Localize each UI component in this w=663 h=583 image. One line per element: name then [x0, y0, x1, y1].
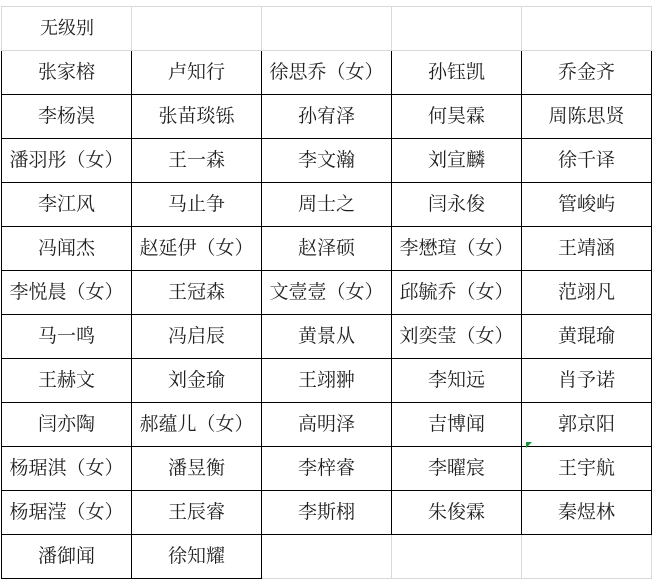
name-cell[interactable]: 吉博闻 — [392, 403, 522, 447]
name-cell[interactable]: 李悦晨（女） — [2, 271, 132, 315]
cell-comment-marker-icon — [526, 442, 532, 448]
name-cell[interactable]: 秦煜林 — [522, 491, 652, 535]
name-cell[interactable]: 潘昱衡 — [132, 447, 262, 491]
name-cell[interactable]: 高明泽 — [262, 403, 392, 447]
name-cell[interactable]: 黄琨瑜 — [522, 315, 652, 359]
name-cell[interactable]: 李曜宸 — [392, 447, 522, 491]
table-row — [2, 183, 652, 227]
name-cell[interactable]: 李文瀚 — [262, 139, 392, 183]
name-cell[interactable]: 范翊凡 — [522, 271, 652, 315]
name-cell[interactable]: 李杨淏 — [2, 95, 132, 139]
name-cell[interactable]: 李知远 — [392, 359, 522, 403]
table-row — [2, 51, 652, 95]
name-cell[interactable]: 管峻屿 — [522, 183, 652, 227]
name-cell[interactable]: 杨琚淇（女） — [2, 447, 132, 491]
empty-cell[interactable] — [262, 535, 392, 579]
empty-cell[interactable] — [522, 535, 652, 579]
name-cell[interactable]: 周士之 — [262, 183, 392, 227]
name-cell[interactable]: 徐千译 — [522, 139, 652, 183]
name-cell[interactable]: 李懋瑄（女） — [392, 227, 522, 271]
name-cell[interactable]: 郭京阳 — [522, 403, 652, 447]
name-cell[interactable]: 闫永俊 — [392, 183, 522, 227]
name-cell[interactable]: 李斯栩 — [262, 491, 392, 535]
name-table — [1, 6, 652, 579]
table-row — [2, 139, 652, 183]
name-cell[interactable]: 张家榕 — [2, 51, 132, 95]
name-cell[interactable]: 赵泽硕 — [262, 227, 392, 271]
name-cell[interactable]: 乔金齐 — [522, 51, 652, 95]
name-cell[interactable]: 李江风 — [2, 183, 132, 227]
table-row — [2, 403, 652, 447]
name-cell[interactable]: 冯闻杰 — [2, 227, 132, 271]
name-cell[interactable]: 闫亦陶 — [2, 403, 132, 447]
name-cell[interactable]: 潘御闻 — [2, 535, 132, 579]
table-row — [2, 491, 652, 535]
name-cell[interactable]: 郝蕴儿（女） — [132, 403, 262, 447]
name-cell[interactable]: 赵延伊（女） — [132, 227, 262, 271]
table-row — [2, 227, 652, 271]
name-cell[interactable]: 孙钰凯 — [392, 51, 522, 95]
name-cell[interactable]: 王宇航 — [522, 447, 652, 491]
table-row — [2, 95, 652, 139]
name-cell[interactable]: 何昊霖 — [392, 95, 522, 139]
name-cell[interactable]: 刘奕莹（女） — [392, 315, 522, 359]
name-cell[interactable]: 王辰睿 — [132, 491, 262, 535]
name-cell[interactable]: 王冠森 — [132, 271, 262, 315]
name-cell[interactable]: 马一鸣 — [2, 315, 132, 359]
name-cell[interactable]: 王赫文 — [2, 359, 132, 403]
name-cell[interactable]: 冯启辰 — [132, 315, 262, 359]
name-cell[interactable]: 张苗琰铄 — [132, 95, 262, 139]
empty-cell[interactable] — [132, 7, 262, 51]
name-cell[interactable]: 邱毓乔（女） — [392, 271, 522, 315]
name-cell[interactable]: 刘宣麟 — [392, 139, 522, 183]
name-cell[interactable]: 文壹壹（女） — [262, 271, 392, 315]
name-cell[interactable]: 卢知行 — [132, 51, 262, 95]
table-row — [2, 447, 652, 491]
name-cell[interactable]: 朱俊霖 — [392, 491, 522, 535]
category-label-cell[interactable]: 无级别 — [2, 7, 132, 51]
table-row — [2, 359, 652, 403]
name-cell[interactable]: 肖予诺 — [522, 359, 652, 403]
empty-cell[interactable] — [392, 7, 522, 51]
name-cell[interactable]: 李梓睿 — [262, 447, 392, 491]
table-row — [2, 535, 652, 579]
name-cell[interactable]: 黄景从 — [262, 315, 392, 359]
name-cell[interactable]: 孙宥泽 — [262, 95, 392, 139]
name-cell[interactable]: 周陈思贤 — [522, 95, 652, 139]
table-row — [2, 271, 652, 315]
name-cell[interactable]: 刘金瑜 — [132, 359, 262, 403]
name-cell[interactable]: 王一森 — [132, 139, 262, 183]
name-cell[interactable]: 杨琚滢（女） — [2, 491, 132, 535]
empty-cell[interactable] — [262, 7, 392, 51]
header-row — [2, 7, 652, 51]
name-cell[interactable]: 王靖涵 — [522, 227, 652, 271]
name-cell[interactable]: 徐知耀 — [132, 535, 262, 579]
name-cell[interactable]: 潘羽彤（女） — [2, 139, 132, 183]
name-cell[interactable]: 徐思乔（女） — [262, 51, 392, 95]
name-cell[interactable]: 王翊翀 — [262, 359, 392, 403]
empty-cell[interactable] — [522, 7, 652, 51]
empty-cell[interactable] — [392, 535, 522, 579]
table-row — [2, 315, 652, 359]
name-cell[interactable]: 马止争 — [132, 183, 262, 227]
